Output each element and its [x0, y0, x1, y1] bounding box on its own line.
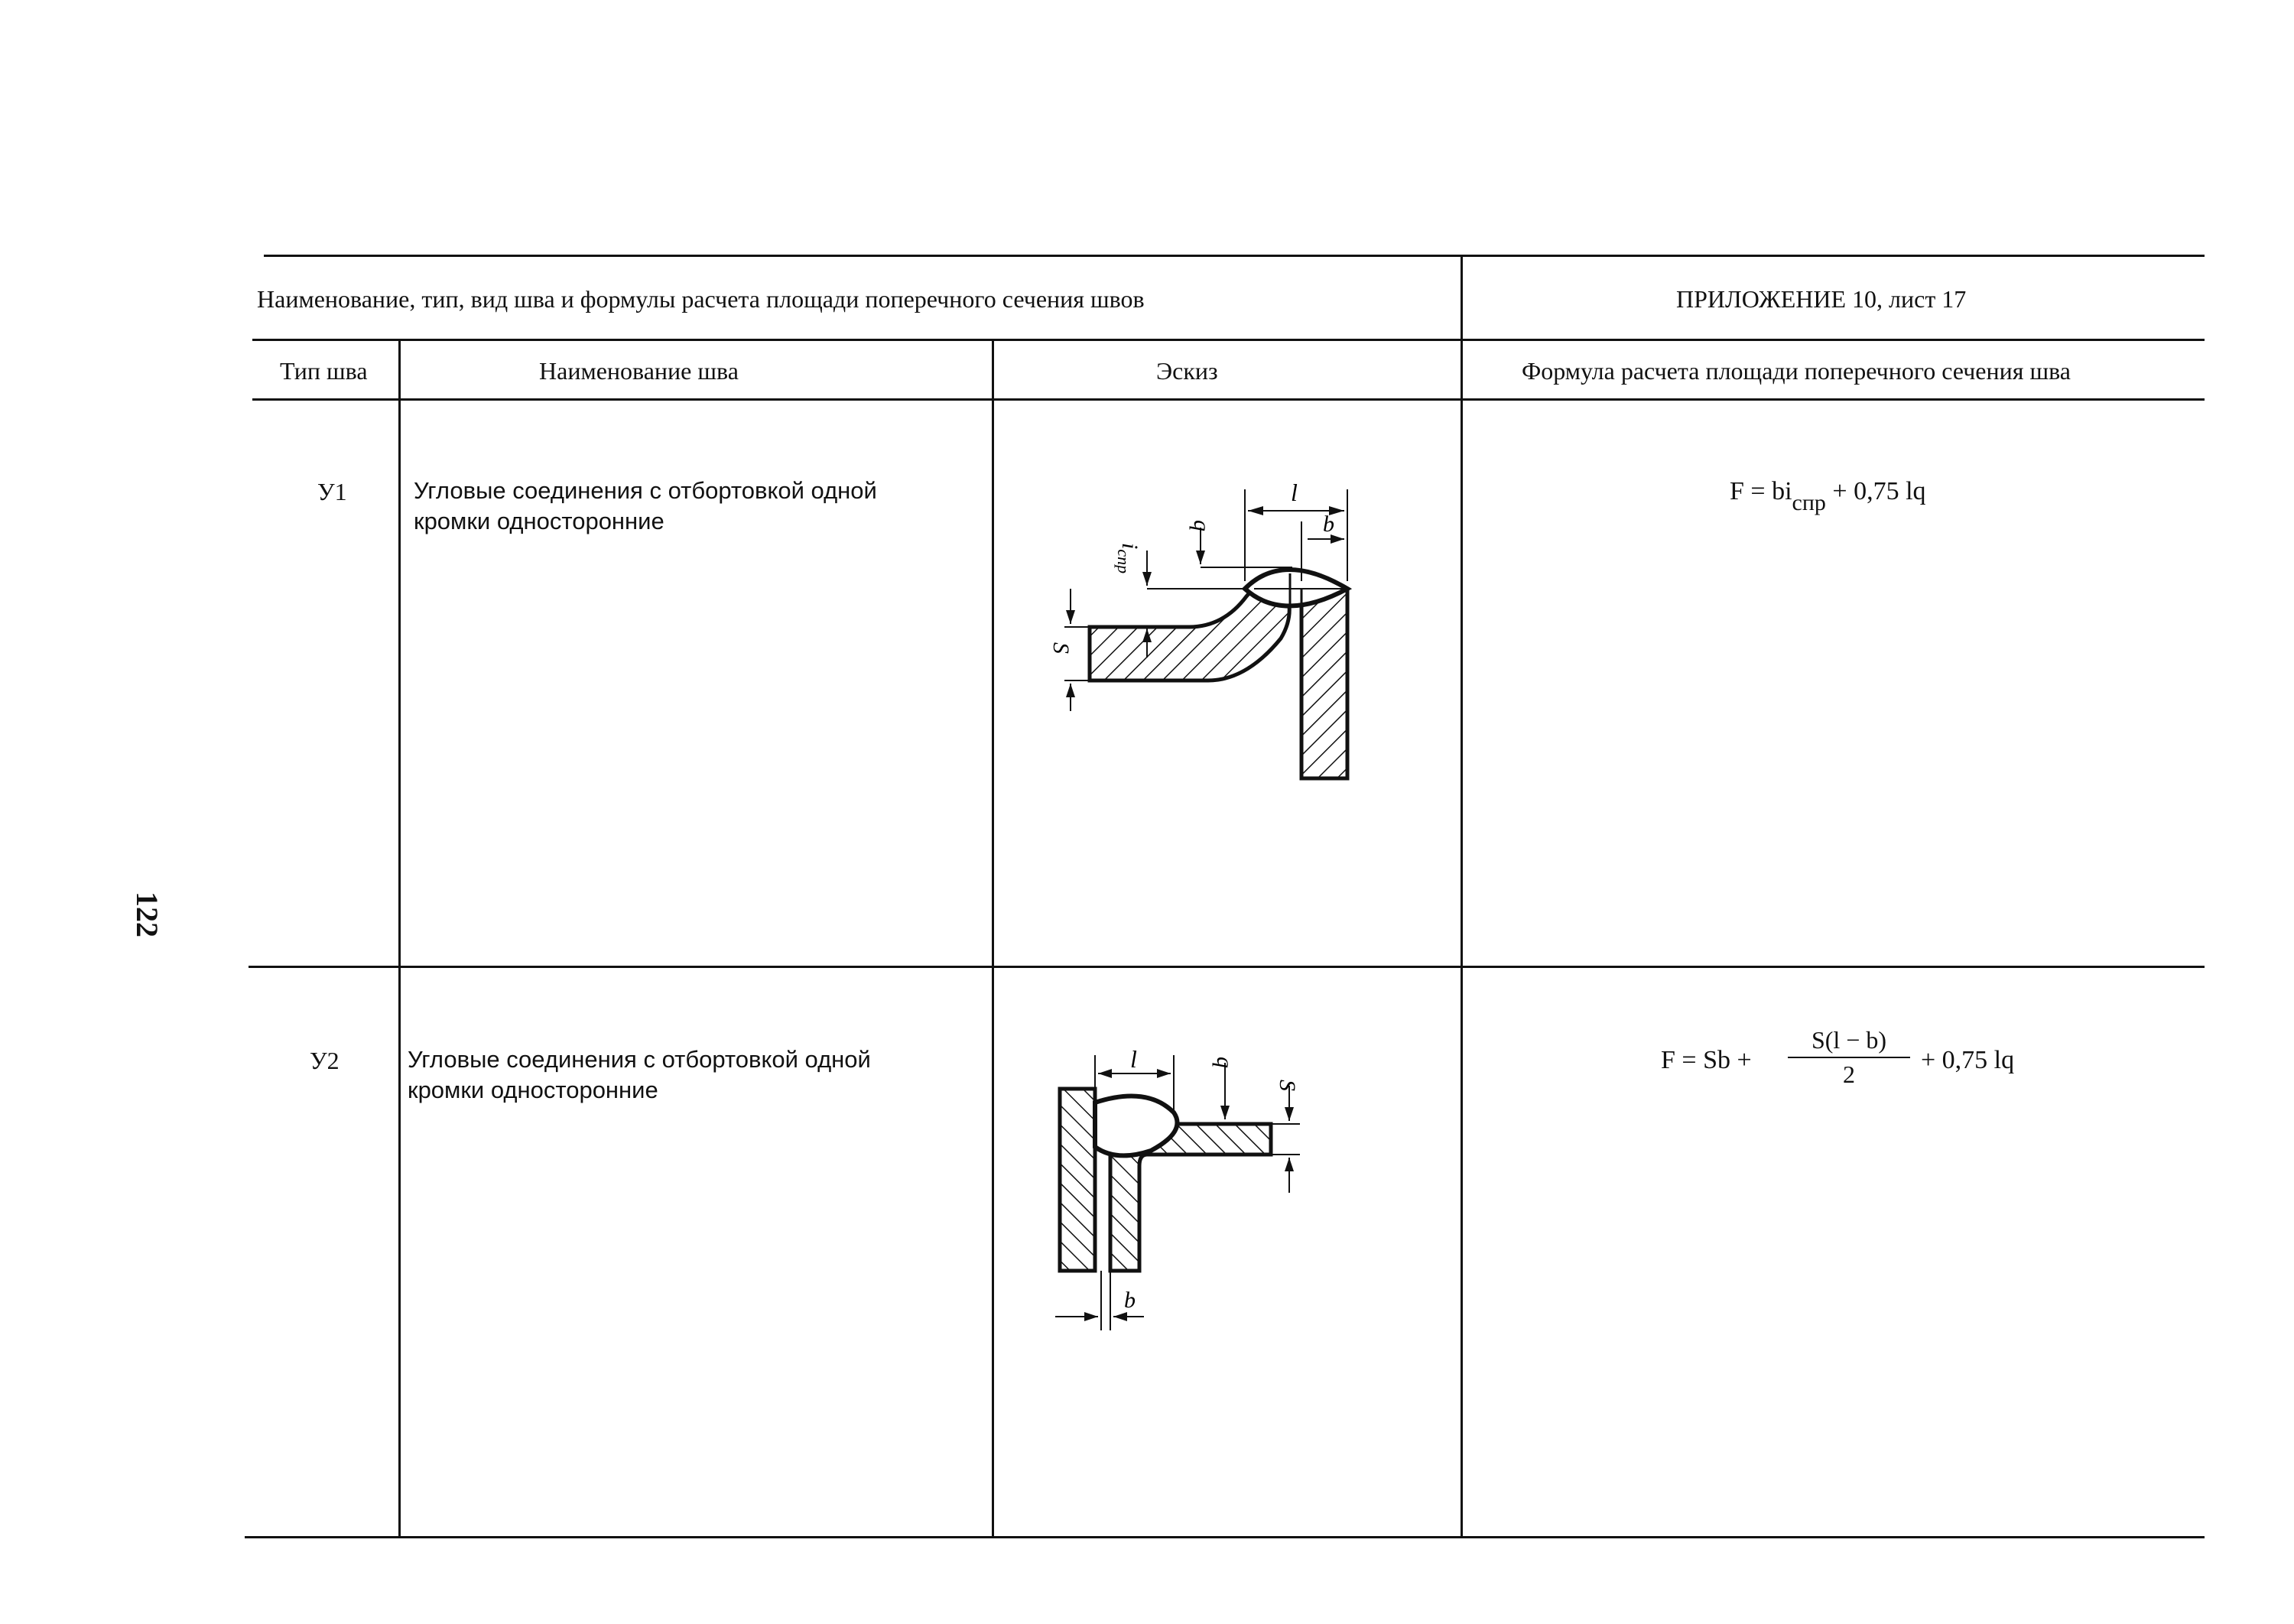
column-header-name: Наименование шва	[539, 357, 739, 385]
divider-type-name	[398, 339, 401, 1536]
divider-sketch-formula	[1461, 339, 1463, 1536]
row-seam-name: Угловые соединения с отбортовкой одной кромки односторонние	[414, 477, 877, 534]
table-top-rule	[264, 255, 2205, 257]
row-divider	[249, 966, 2205, 968]
dim-label-b: b	[1323, 512, 1334, 537]
formula-prefix: F = bi	[1730, 477, 1792, 505]
column-header-rule	[252, 398, 2205, 401]
header-bottom-rule	[252, 339, 2205, 341]
table-bottom-rule	[245, 1536, 2205, 1538]
dim-label-q: q	[1189, 520, 1214, 531]
fraction-bar	[1788, 1057, 1910, 1058]
row-type-code: У2	[310, 1047, 340, 1074]
formula-subscript: спр	[1792, 490, 1826, 515]
vertical-plate	[1060, 1089, 1095, 1271]
page-number: 122	[130, 892, 164, 937]
formula-numerator: S(l − b)	[1811, 1026, 1887, 1054]
dim-label-s: S	[1275, 1080, 1300, 1091]
formula-suffix: + 0,75 lq	[1921, 1046, 2015, 1074]
formula-fraction	[1788, 1026, 1910, 1089]
formula-prefix: F = Sb +	[1661, 1046, 1752, 1074]
formula-suffix: + 0,75 lq	[1825, 477, 1926, 505]
dim-label-i: $i_{спр}$	[1114, 543, 1142, 574]
column-header-formula: Формула расчета площади поперечного сечения шва	[1522, 357, 2071, 385]
formula-denominator: 2	[1843, 1060, 1855, 1088]
dim-label-l: l	[1291, 479, 1298, 506]
column-header-sketch: Эскиз	[1156, 357, 1218, 385]
column-header-type: Тип шва	[280, 357, 368, 385]
row-type-code: У1	[317, 478, 347, 505]
row-formula	[1730, 477, 1926, 515]
vertical-plate	[1301, 590, 1347, 778]
row-seam-name: Угловые соединения с отбортовкой одной кромки односторонние	[408, 1046, 871, 1103]
sketch-u2	[994, 1040, 1346, 1346]
divider-title	[1461, 255, 1463, 339]
dim-label-q: q	[1212, 1057, 1237, 1068]
dim-label-l: l	[1130, 1045, 1137, 1073]
header-right-title: ПРИЛОЖЕНИЕ 10, лист 17	[1676, 285, 1967, 313]
sketch-u1	[994, 459, 1438, 810]
dim-label-s: S	[1048, 642, 1074, 654]
dim-label-b: b	[1124, 1288, 1136, 1313]
header-left-title: Наименование, тип, вид шва и формулы расчета площади поперечного сечения швов	[257, 285, 1145, 313]
